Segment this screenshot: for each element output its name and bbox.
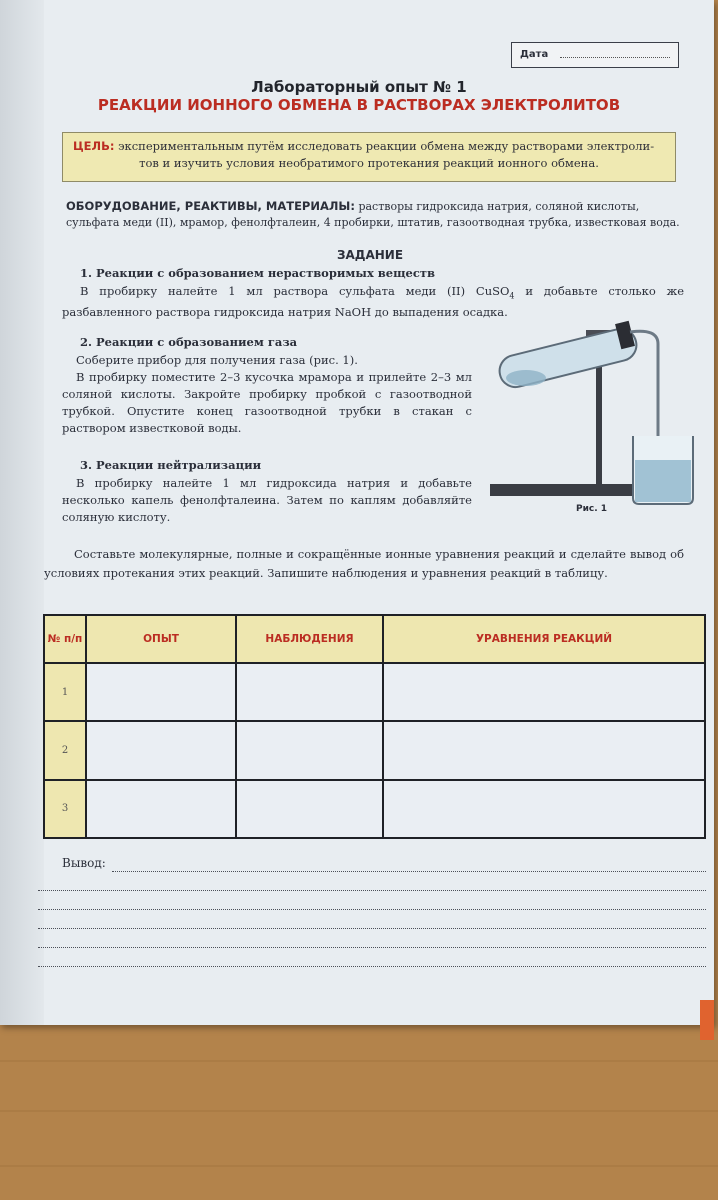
apparatus-figure xyxy=(490,312,700,522)
equations-cell[interactable] xyxy=(383,721,705,779)
goal-text-line2: тов и изучить условия необратимого протекания реакций ионного обмена. xyxy=(139,156,599,170)
conclusion-line[interactable] xyxy=(38,966,706,967)
section-1-title: 1. Реакции с образованием нерастворимых веществ xyxy=(80,266,435,280)
section-3-title: 3. Реакции нейтрализации xyxy=(80,458,262,472)
page-edge-tab xyxy=(700,1000,714,1040)
date-line xyxy=(560,57,670,58)
conclusion-line[interactable] xyxy=(112,871,706,872)
date-label: Дата xyxy=(520,49,549,60)
table-header-row xyxy=(44,615,705,663)
row-number: 2 xyxy=(44,721,86,779)
header-experiment: ОПЫТ xyxy=(86,615,236,663)
section-2-p1: Соберите прибор для получения газа (рис. 1). xyxy=(76,353,358,367)
section-3-text: В пробирку налейте 1 мл гидроксида натрия и добавьте несколько капель фенолфталеина. Затем по каплям добавляйте соляную кислоту. xyxy=(62,476,472,524)
date-field[interactable] xyxy=(511,42,679,68)
section-2-title: 2. Реакции с образованием газа xyxy=(80,335,298,349)
table-row xyxy=(44,721,705,779)
marble-pieces xyxy=(506,370,546,386)
experiment-cell[interactable] xyxy=(86,721,236,779)
conclusion-line[interactable] xyxy=(38,909,706,910)
page-gutter xyxy=(0,0,44,1025)
section-1-text-before: В пробирку налейте 1 мл раствора сульфата меди (II) CuSO xyxy=(80,284,510,298)
header-number: № п/п xyxy=(44,615,86,663)
conclusion-line[interactable] xyxy=(38,928,706,929)
equipment-label: ОБОРУДОВАНИЕ, РЕАКТИВЫ, МАТЕРИАЛЫ: xyxy=(66,199,355,213)
instructions-text: Составьте молекулярные, полные и сокращённые ионные уравнения реакций и сделайте вывод об условиях протекания этих реакций. Запишите наблюдения и уравнения реакций в таблицу. xyxy=(44,547,684,580)
goal-box xyxy=(62,132,676,182)
conclusion-line[interactable] xyxy=(38,890,706,891)
table-row xyxy=(44,780,705,838)
figure-caption: Рис. 1 xyxy=(576,504,608,514)
row-number: 1 xyxy=(44,663,86,721)
equations-cell[interactable] xyxy=(383,780,705,838)
stand-base xyxy=(490,484,632,496)
observation-table xyxy=(43,614,706,839)
lime-water xyxy=(635,460,691,502)
section-1-text-after: и добавьте столько же разбавленного раствора гидроксида натрия NaOH до выпадения осадка. xyxy=(62,284,684,320)
task-heading: ЗАДАНИЕ xyxy=(336,248,404,262)
goal-text-line1: экспериментальным путём исследовать реакции обмена между растворами электроли- xyxy=(118,139,655,153)
lab-number: Лабораторный опыт № 1 xyxy=(251,78,467,96)
goal-label: ЦЕЛЬ: xyxy=(73,139,115,153)
conclusion-line[interactable] xyxy=(38,947,706,948)
header-observations: НАБЛЮДЕНИЯ xyxy=(236,615,383,663)
header-equations: УРАВНЕНИЯ РЕАКЦИЙ xyxy=(383,615,705,663)
observations-cell[interactable] xyxy=(236,721,383,779)
observations-cell[interactable] xyxy=(236,663,383,721)
row-number: 3 xyxy=(44,780,86,838)
equipment-block xyxy=(66,198,684,231)
conclusion-label: Вывод: xyxy=(62,856,106,870)
experiment-cell[interactable] xyxy=(86,780,236,838)
lab-title: РЕАКЦИИ ИОННОГО ОБМЕНА В РАСТВОРАХ ЭЛЕКТРОЛИТОВ xyxy=(97,96,621,114)
equipment-text: растворы гидроксида натрия, соляной кислоты, сульфата меди (II), мрамор, фенолфталеин, 4 пробирки, штатив, газоотводная трубка, известковая вода. xyxy=(66,200,680,229)
table-row xyxy=(44,663,705,721)
equations-cell[interactable] xyxy=(383,663,705,721)
observations-cell[interactable] xyxy=(236,780,383,838)
experiment-cell[interactable] xyxy=(86,663,236,721)
section-2-p2: В пробирку поместите 2–3 кусочка мрамора и прилейте 2–3 мл соляной кислоты. Закройте пробирку пробкой с газоотводной трубкой. Опустите конец газоотводной трубки в стакан с раствором известковой воды. xyxy=(62,370,472,435)
subscript-4: 4 xyxy=(509,291,515,301)
